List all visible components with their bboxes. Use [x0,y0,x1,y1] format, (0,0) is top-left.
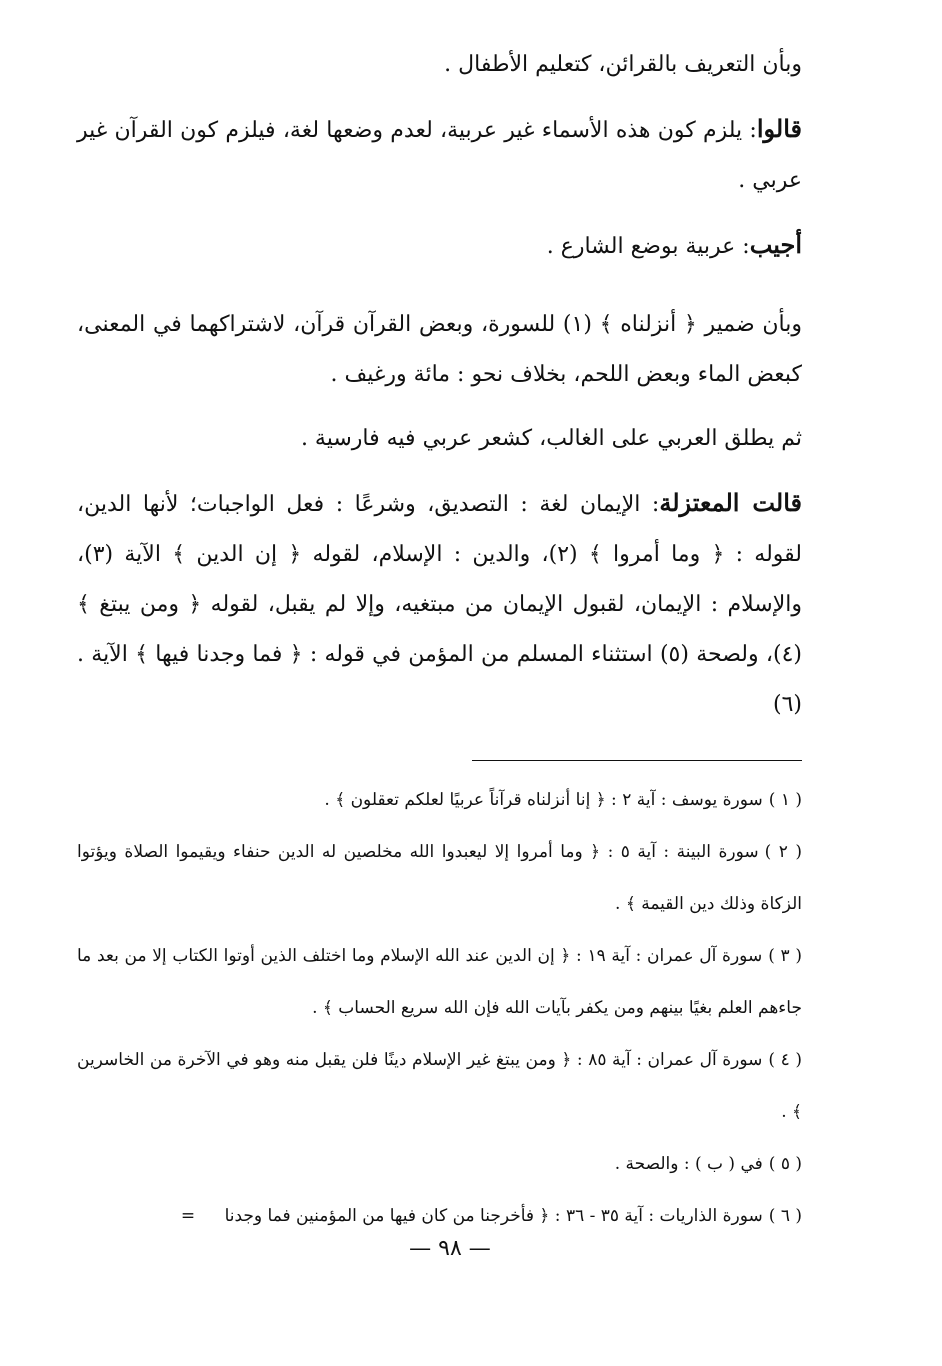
footnote-5-text: في ( ب ) : والصحة . [614,1154,763,1174]
footnotes-block [77,774,802,1242]
footnote-5-number: ( ٥ ) [768,1154,802,1174]
paragraph-5 [77,414,802,464]
main-text-block [77,40,802,730]
footnote-1 [77,774,802,826]
paragraph-2-lead: قالوا [756,114,802,143]
paragraph-2 [77,104,802,206]
footnote-separator [472,760,802,761]
paragraph-6-text: : الإيمان لغة : التصديق، وشرعًا : فعل الواجبات؛ لأنها الدين، لقوله : ﴿ وما أمروا ﴾ (٢)، والدين : الإسلام، لقوله ﴿ إن الدين ﴾ الآية (٣)، والإسلام : الإيمان، لقبول الإيمان من مبتغيه، وإلا لم يقبل، لقوله ﴿ ومن يبتغ ﴾ (٤)، ولصحة (٥) استثناء المسلم من المؤمن في قوله : ﴿ فما وجدنا فيها ﴾ الآية . (٦) [77,492,802,717]
paragraph-6-lead: قالت المعتزلة [659,488,802,517]
paragraph-5-text: ثم يطلق العربي على الغالب، كشعر عربي فيه فارسية . [300,426,802,451]
footnote-6-number: ( ٦ ) [768,1206,802,1226]
paragraph-3-text: : عربية بوضع الشارع . [546,234,750,259]
footnote-4-number: ( ٤ ) [768,1050,802,1070]
footnote-1-number: ( ١ ) [768,790,802,810]
footnote-6-text: سورة الذاريات : آية ٣٥ - ٣٦ : ﴿ فأخرجنا من كان فيها من المؤمنين فما وجدنا [224,1206,763,1226]
footnote-3-number: ( ٣ ) [768,946,803,966]
paragraph-1 [77,40,802,90]
footnote-3-text: سورة آل عمران : آية ١٩ : ﴿ إن الدين عند الله الإسلام وما اختلف الذين أوتوا الكتاب إلا من بعد ما جاءهم العلم بغيًا بينهم ومن يكفر بآيات الله فإن الله سريع الحساب ﴾ . [77,946,802,1018]
page-number: — ٩٨ — [409,1236,491,1261]
footnote-5 [77,1138,802,1190]
footnote-4-text: سورة آل عمران : آية ٨٥ : ﴿ ومن يبتغ غير الإسلام دينًا فلن يقبل منه وهو في الآخرة من الخاسرين ﴾ . [77,1050,802,1122]
paragraph-3 [77,220,802,272]
footnote-4 [77,1034,802,1138]
paragraph-4-text: وبأن ضمير ﴿ أنزلناه ﴾ (١) للسورة، وبعض القرآن قرآن، لاشتراكهما في المعنى، كبعض الماء وبعض اللحم، بخلاف نحو : مائة ورغيف . [77,312,802,387]
footnote-2-number: ( ٢ ) [764,842,802,862]
footnote-3 [77,930,802,1034]
footnote-1-text: سورة يوسف : آية ٢ : ﴿ إنا أنزلناه قرآناً عربيًا لعلكم تعقلون ﴾ . [324,790,763,810]
paragraph-1-text: وبأن التعريف بالقرائن، كتعليم الأطفال . [444,52,802,77]
paragraph-4 [77,300,802,400]
paragraph-2-text: : يلزم كون هذه الأسماء غير عربية، لعدم وضعها لغة، فيلزم كون القرآن غير عربي . [77,118,802,193]
footnote-6-continuation: = [180,1206,196,1226]
paragraph-6 [77,478,802,730]
footnote-6 [77,1190,802,1242]
footnote-2 [77,826,802,930]
footnote-2-text: سورة البينة : آية ٥ : ﴿ وما أمروا إلا ليعبدوا الله مخلصين له الدين حنفاء ويقيموا الصلاة ويؤتوا الزكاة وذلك دين القيمة ﴾ . [77,842,802,914]
paragraph-3-lead: أجيب [749,230,802,259]
